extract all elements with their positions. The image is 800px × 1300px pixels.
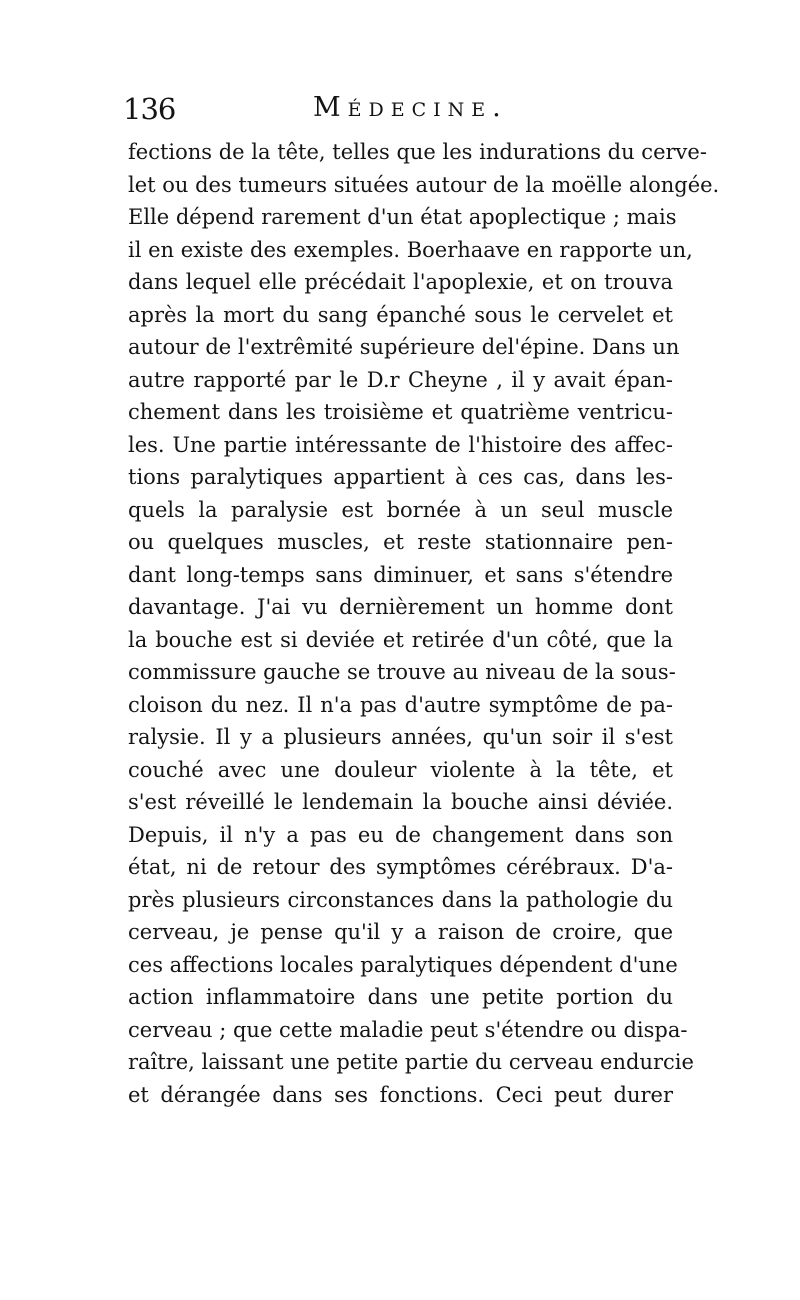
text-line: ou quelques muscles, et reste stationnaire pen-: [128, 530, 673, 554]
text-line: Elle dépend rarement d'un état apoplectique ; mais: [128, 205, 677, 229]
text-line: Depuis, il n'y a pas eu de changement dans son: [128, 822, 673, 847]
page-number: 136: [123, 92, 176, 126]
text-line: cerveau ; que cette maladie peut s'étendre ou dispa-: [128, 1017, 688, 1042]
text-line: il en existe des exemples. Boerhaave en rapporte un,: [128, 237, 693, 262]
text-line: couché avec une douleur violente à la tête, et: [128, 757, 673, 782]
text-line: près plusieurs circonstances dans la pathologie du: [128, 887, 673, 912]
text-line: la bouche est si deviée et retirée d'un côté, que la: [128, 627, 673, 652]
text-line: tions paralytiques appartient à ces cas, dans les-: [128, 465, 673, 489]
text-line: action inflammatoire dans une petite portion du: [128, 985, 673, 1009]
text-line: dans lequel elle précédait l'apoplexie, et on trouva: [128, 270, 673, 294]
text-line: chement dans les troisième et quatrième ventricu-: [128, 400, 673, 424]
text-line: les. Une partie intéressante de l'histoire des affec-: [128, 432, 673, 457]
text-line: quels la paralysie est bornée à un seul muscle: [128, 497, 673, 522]
text-line: s'est réveillé le lendemain la bouche ainsi déviée.: [128, 790, 673, 814]
text-line: autre rapporté par le D.r Cheyne , il y avait épan-: [128, 367, 673, 392]
text-line: fections de la tête, telles que les indurations du cerve-: [128, 140, 707, 164]
page-header: [0, 92, 800, 128]
text-line: après la mort du sang épanché sous le cervelet et: [128, 302, 673, 327]
text-line: dant long-temps sans diminuer, et sans s'étendre: [128, 562, 673, 587]
text-line: et dérangée dans ses fonctions. Ceci peut durer: [128, 1082, 673, 1107]
text-line: cloison du nez. Il n'a pas d'autre symptôme de pa-: [128, 692, 673, 717]
text-line: davantage. J'ai vu dernièrement un homme dont: [128, 595, 673, 619]
text-line: let ou des tumeurs situées autour de la moëlle alongée.: [128, 172, 720, 197]
text-line: commissure gauche se trouve au niveau de la sous-: [128, 660, 676, 684]
body-text: [128, 136, 720, 1111]
text-line: ces affections locales paralytiques dépendent d'une: [128, 952, 678, 977]
text-line: raître, laissant une petite partie du cerveau endurcie: [128, 1050, 694, 1074]
text-line: état, ni de retour des symptômes cérébraux. D'a-: [128, 855, 673, 879]
text-line: cerveau, je pense qu'il y a raison de croire, que: [128, 920, 673, 944]
text-line: autour de l'extrêmité supérieure del'épine. Dans un: [128, 335, 680, 359]
running-title: Médecine.: [313, 92, 508, 123]
text-line: ralysie. Il y a plusieurs années, qu'un soir il s'est: [128, 725, 673, 749]
